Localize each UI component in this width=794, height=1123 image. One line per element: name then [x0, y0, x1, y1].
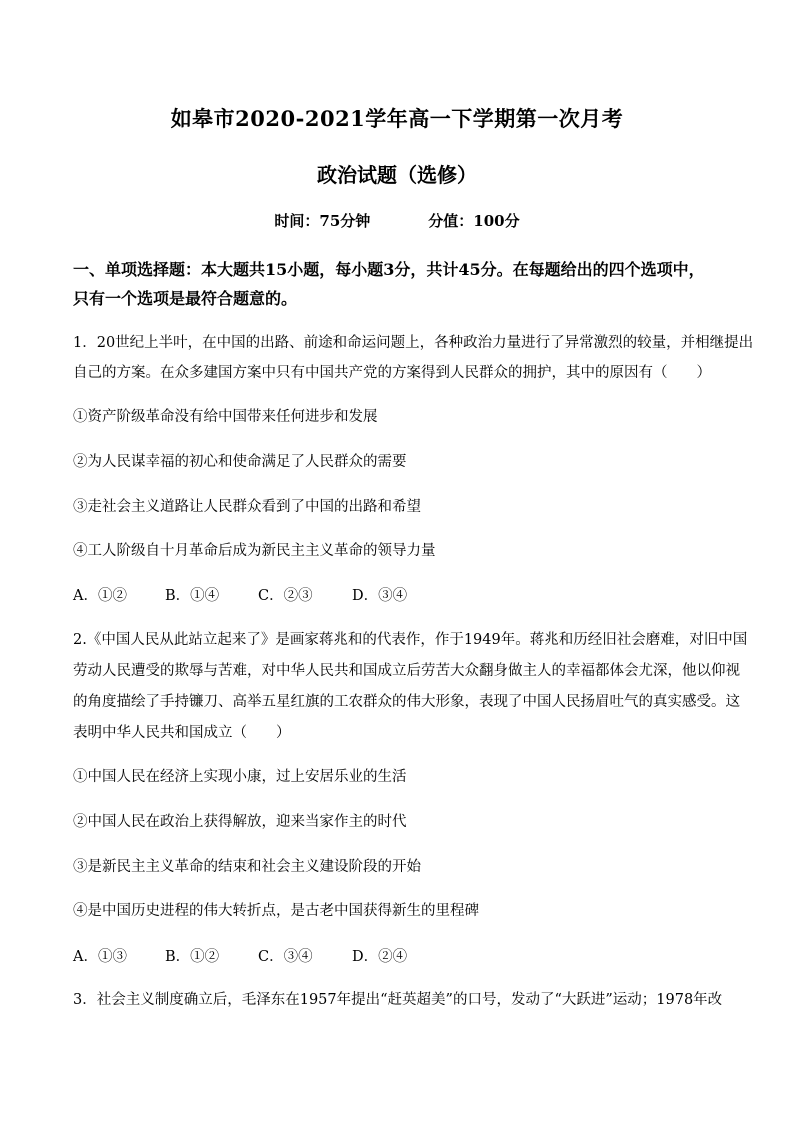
option-a[interactable]: A．①②	[73, 588, 127, 604]
question-3-stem-line-1: 3．社会主义制度确立后，毛泽东在1957年提出“赶英超美”的口号，发动了“大跃进”运动；1978年改	[73, 992, 723, 1008]
exam-title: 如皋市2020-2021学年高一下学期第一次月考	[170, 106, 624, 131]
question-2-statement-1: ①中国人民在经济上实现小康，过上安居乐业的生活	[73, 769, 407, 785]
question-2-statement-3: ③是新民主主义革命的结束和社会主义建设阶段的开始	[73, 859, 421, 875]
exam-time: 时间：75分钟	[274, 212, 371, 230]
question-1-statement-1: ①资产阶级革命没有给中国带来任何进步和发展	[73, 409, 378, 425]
question-1-statement-3: ③走社会主义道路让人民群众看到了中国的出路和希望	[73, 499, 421, 515]
exam-score: 分值：100分	[428, 212, 520, 230]
question-1-stem-line-2: 自己的方案。在众多建国方案中只有中国共产党的方案得到人民群众的拥护，其中的原因有（ ）	[73, 365, 711, 381]
question-2-stem-line-1: 2.《中国人民从此站立起来了》是画家蒋兆和的代表作，作于1949年。蒋兆和历经旧社会磨难，对旧中国	[73, 632, 748, 648]
exam-subtitle: 政治试题（选修）	[317, 163, 477, 187]
question-2-statement-4: ④是中国历史进程的伟大转折点，是古老中国获得新生的里程碑	[73, 903, 479, 919]
question-1-statement-2: ②为人民谋幸福的初心和使命满足了人民群众的需要	[73, 454, 407, 470]
exam-meta	[0, 210, 794, 231]
question-1-stem-line-1: 1．20世纪上半叶，在中国的出路、前途和命运问题上，各种政治力量进行了异常激烈的较量，并相继提出	[73, 335, 754, 351]
option-d[interactable]: D．②④	[352, 949, 408, 965]
option-c[interactable]: C．③④	[258, 949, 313, 965]
section-heading	[73, 255, 733, 313]
option-a[interactable]: A．①③	[73, 949, 127, 965]
question-2-stem-line-3: 的角度描绘了手持镰刀、高举五星红旗的工农群众的伟大形象，表现了中国人民扬眉吐气的真实感受。这	[73, 694, 740, 710]
question-2-statement-2: ②中国人民在政治上获得解放，迎来当家作主的时代	[73, 814, 407, 830]
question-2-stem-line-4: 表明中华人民共和国成立（ ）	[73, 725, 291, 741]
section-heading-line-2: 只有一个选项是最符合题意的。	[73, 289, 298, 308]
question-1-options	[73, 586, 407, 606]
option-b[interactable]: B．①②	[165, 949, 220, 965]
option-c[interactable]: C．②③	[258, 588, 313, 604]
section-heading-line-1: 一、单项选择题：本大题共15小题，每小题3分，共计45分。在每题给出的四个选项中，	[73, 260, 705, 279]
option-b[interactable]: B．①④	[165, 588, 220, 604]
question-2-stem-line-2: 劳动人民遭受的欺辱与苦难，对中华人民共和国成立后劳苦大众翻身做主人的幸福都体会尤深，他以仰视	[73, 663, 740, 679]
question-1-statement-4: ④工人阶级自十月革命后成为新民主主义革命的领导力量	[73, 543, 436, 559]
option-d[interactable]: D．③④	[352, 588, 408, 604]
question-2-options	[73, 947, 407, 967]
